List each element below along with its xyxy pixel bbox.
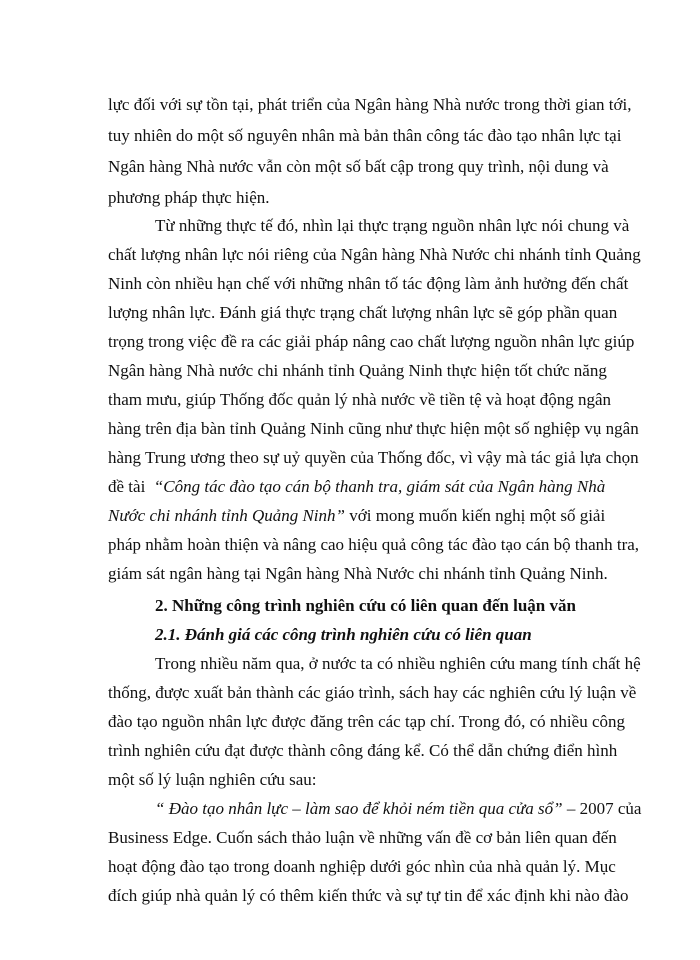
text-segment: với mong muốn kiến nghị một số giải [349, 506, 606, 525]
body-text-line-mixed [108, 505, 606, 527]
body-text-line: lượng nhân lực. Đánh giá thực trạng chất lượng nhân lực sẽ góp phần quan [108, 303, 618, 322]
body-text-line: trọng trong việc đề ra các giải pháp nâng cao chất lượng nguồn nhân lực giúp [108, 332, 635, 351]
text-segment: – 2007 của [566, 799, 642, 818]
thesis-title-italic: “Công tác đào tạo cán bộ thanh tra, giám sát của Ngân hàng Nhà [153, 477, 606, 496]
body-text-line: chất lượng nhân lực nói riêng của Ngân hàng Nhà Nước chi nhánh tỉnh Quảng [108, 245, 641, 264]
body-text-line: thống, được xuất bản thành các giáo trình, sách hay các nghiên cứu lý luận về [108, 683, 637, 702]
body-text-line: Ngân hàng Nhà nước vẫn còn một số bất cập trong quy trình, nội dung và [108, 157, 609, 176]
body-text-line: Ngân hàng Nhà nước chi nhánh tỉnh Quảng Ninh thực hiện tốt chức năng [108, 361, 607, 380]
section-heading: 2. Những công trình nghiên cứu có liên quan đến luận văn [155, 596, 576, 615]
body-text-line: trình nghiên cứu đạt được thành công đáng kể. Có thể dẫn chứng điển hình [108, 741, 618, 760]
body-text-line: đích giúp nhà quản lý có thêm kiến thức và sự tự tin để xác định khi nào đào [108, 886, 629, 905]
text-segment: đề tài [108, 477, 146, 496]
body-text-line: pháp nhằm hoàn thiện và nâng cao hiệu quả công tác đào tạo cán bộ thanh tra, [108, 535, 640, 554]
paragraph-first-line: Từ những thực tế đó, nhìn lại thực trạng nguồn nhân lực nói chung và [155, 216, 630, 235]
paragraph-first-line: Trong nhiều năm qua, ở nước ta có nhiều nghiên cứu mang tính chất hệ [155, 654, 641, 673]
body-text-line: đào tạo nguồn nhân lực được đăng trên các tạp chí. Trong đó, có nhiều công [108, 712, 625, 731]
subsection-heading: 2.1. Đánh giá các công trình nghiên cứu có liên quan [155, 625, 532, 644]
body-text-line: lực đối với sự tồn tại, phát triển của Ngân hàng Nhà nước trong thời gian tới, [108, 95, 632, 114]
book-title-italic: “ Đào tạo nhân lực – làm sao để khỏi ném tiền qua cửa sổ” [155, 799, 563, 818]
body-text-line: tuy nhiên do một số nguyên nhân mà bản thân công tác đào tạo nhân lực tại [108, 126, 622, 145]
body-text-line: Ninh còn nhiều hạn chế với những nhân tố tác động làm ảnh hưởng đến chất [108, 274, 629, 293]
body-text-line: Business Edge. Cuốn sách thảo luận về những vấn đề cơ bản liên quan đến [108, 828, 617, 847]
body-text-line: giám sát ngân hàng tại Ngân hàng Nhà Nước chi nhánh tỉnh Quảng Ninh. [108, 564, 608, 583]
body-text-line: tham mưu, giúp Thống đốc quản lý nhà nước về tiền tệ và hoạt động ngân [108, 390, 612, 409]
thesis-title-italic: Nước chi nhánh tỉnh Quảng Ninh” [108, 506, 345, 525]
body-text-line: hàng trên địa bàn tỉnh Quảng Ninh cũng như thực hiện một số nghiệp vụ ngân [108, 419, 639, 438]
body-text-line: một số lý luận nghiên cứu sau: [108, 770, 317, 789]
body-text-line: hàng Trung ương theo sự uỷ quyền của Thống đốc, vì vậy mà tác giả lựa chọn [108, 448, 639, 467]
body-text-line-mixed [108, 476, 606, 498]
paragraph-first-line-mixed [155, 798, 642, 820]
body-text-line: hoạt động đào tạo trong doanh nghiệp dưới góc nhìn của nhà quản lý. Mục [108, 857, 616, 876]
body-text-line: phương pháp thực hiện. [108, 188, 270, 207]
